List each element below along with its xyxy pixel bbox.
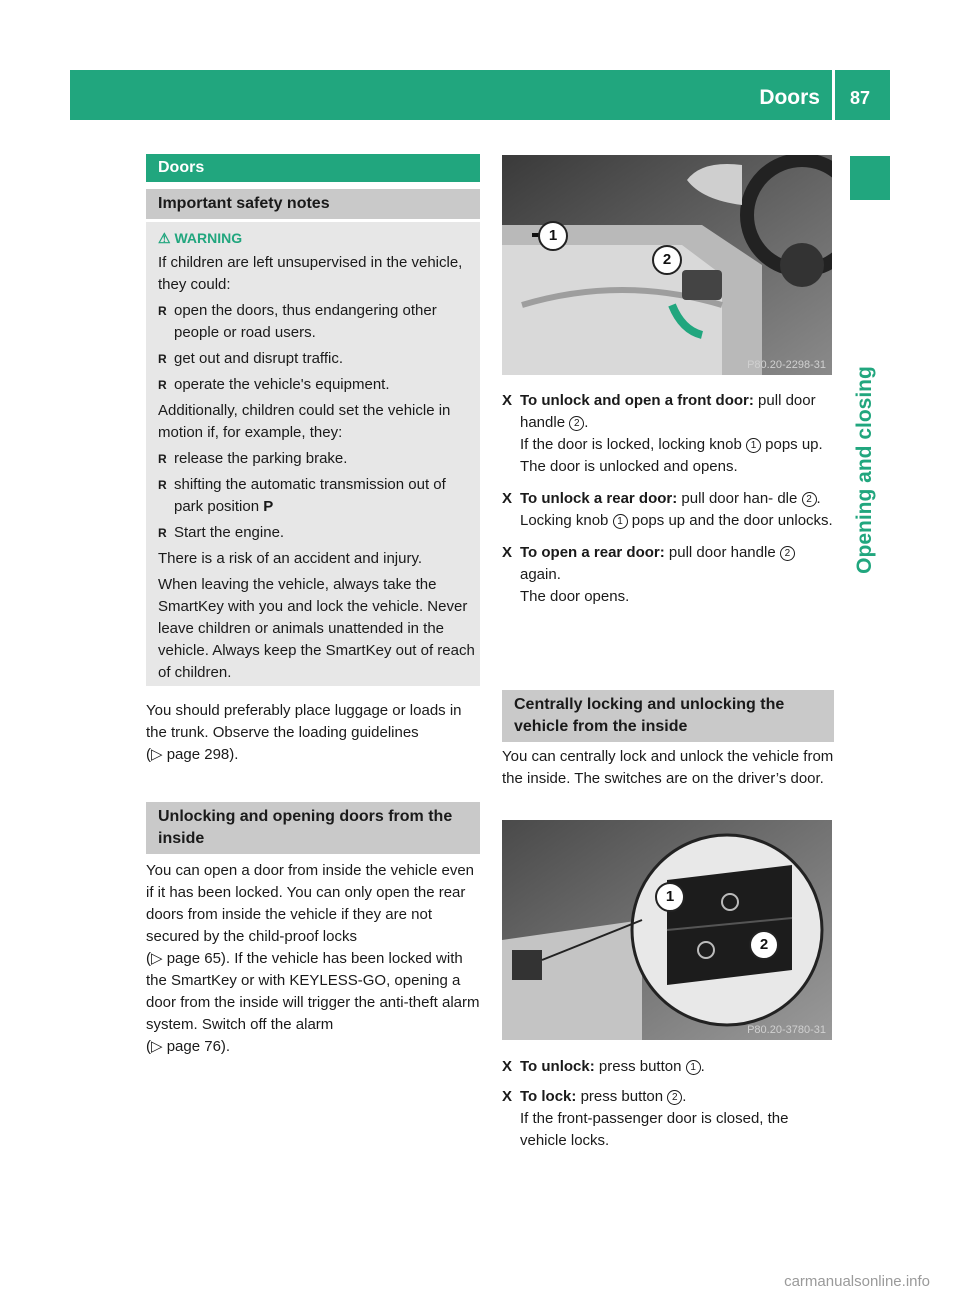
callout-2: 2 <box>652 245 682 275</box>
image-code: P80.20-3780-31 <box>747 1024 826 1036</box>
callout-ref-2: 2 <box>667 1090 682 1105</box>
callout-ref-1: 1 <box>746 438 761 453</box>
steps-block <box>502 390 834 608</box>
luggage-paragraph: You should preferably place luggage or loads in the trunk. Observe the loading guidelines (▷ page 298). <box>146 702 462 763</box>
warning-box <box>146 222 480 686</box>
step-marker: X <box>502 1058 513 1075</box>
warning-middle: Additionally, children could set the vehicle in motion if, for example, they: <box>158 402 451 441</box>
section-title: Doors <box>146 154 480 182</box>
step-front-door: X To unlock and open a front door: pull door handle 2 . If the door is locked, locking knob 1 pops up. The door is unlocked and opens. <box>502 392 823 475</box>
warning-item-shift: R shifting the automatic transmission out of park position P <box>158 474 476 518</box>
site-watermark: carmanualsonline.info <box>784 1273 930 1290</box>
callout-ref-2: 2 <box>780 546 795 561</box>
lock-steps <box>502 1056 834 1152</box>
page-reference: (▷ page 298). <box>146 746 239 763</box>
subsection-title: Important safety notes <box>146 189 480 219</box>
callout-ref-2: 2 <box>569 416 584 431</box>
callout-ref-2: 2 <box>802 492 817 507</box>
warning-item: R Start the engine. <box>158 522 476 544</box>
step-marker: X <box>502 544 513 561</box>
page-reference: (▷ page 76). <box>146 1038 231 1055</box>
step-rear-door-open: X To open a rear door: pull door handle 2 again. The door opens. <box>502 542 834 608</box>
step-unlock: X To unlock: press button 1 . <box>502 1056 834 1078</box>
callout-ref-1: 1 <box>613 514 628 529</box>
warning-icon: ⚠ <box>158 230 171 246</box>
warning-risk: There is a risk of an accident and injury. <box>158 550 423 567</box>
callout-ref-1: 1 <box>686 1060 701 1075</box>
switch-panel-illustration <box>502 820 832 1040</box>
warning-item: R open the doors, thus endangering other people or road users. <box>158 300 476 344</box>
side-tab-label: Opening and closing <box>853 366 876 574</box>
step-lock: X To lock: press button 2 . If the front-passenger door is closed, the vehicle locks. <box>502 1088 789 1149</box>
callout-1: 1 <box>538 221 568 251</box>
switches-photo <box>502 820 832 1040</box>
warning-title: ⚠ WARNING <box>158 230 243 246</box>
step-marker: X <box>502 392 513 409</box>
page-number: 87 <box>850 88 871 108</box>
header-separator <box>832 70 835 120</box>
central-heading: Centrally locking and unlocking the vehicle from the inside <box>502 690 834 742</box>
door-handle-photo <box>502 155 832 375</box>
step-marker: X <box>502 1088 513 1105</box>
step-marker: X <box>502 490 513 507</box>
unlock-heading: Unlocking and opening doors from the inside <box>146 802 480 854</box>
side-tab <box>853 366 887 574</box>
warning-intro: If children are left unsupervised in the vehicle, they could: <box>158 254 463 293</box>
image-code: P80.20-2298-31 <box>747 359 826 371</box>
step-rear-door-unlock: X To unlock a rear door: pull door han- dle 2 . Locking knob 1 pops up and the door unlocks. <box>502 490 833 529</box>
warning-item: R get out and disrupt traffic. <box>158 348 476 370</box>
header-title: Doors <box>759 86 820 109</box>
side-tab-marker <box>850 156 890 200</box>
callout-1: 1 <box>655 882 685 912</box>
callout-2: 2 <box>749 930 779 960</box>
central-paragraph: You can centrally lock and unlock the vehicle from the inside. The switches are on the driver’s door. <box>502 748 834 787</box>
warning-item: R operate the vehicle's equipment. <box>158 374 476 396</box>
unlock-paragraph: You can open a door from inside the vehicle even if it has been locked. You can only open the rear doors from inside the vehicle if they are not secured by the child-proof locks (▷ page 65). If the vehicle has been locked with the SmartKey or with KEYLESS-GO, opening a door from the inside will trigger the anti-theft alarm system. Switch off the alarm (▷ page 76). <box>146 862 480 1055</box>
page-reference: (▷ page 65). If the vehicle has been locked with the SmartKey or with KEYLESS-GO, opening a door from the inside will trigger the anti-theft alarm system. Switch off the alarm <box>146 950 480 1033</box>
warning-advice: When leaving the vehicle, always take the SmartKey with you and lock the vehicle. Never leave children or animals unattended in the vehicle. Always keep the SmartKey out of reach of children. <box>158 576 475 681</box>
warning-item: R release the parking brake. <box>158 448 476 470</box>
